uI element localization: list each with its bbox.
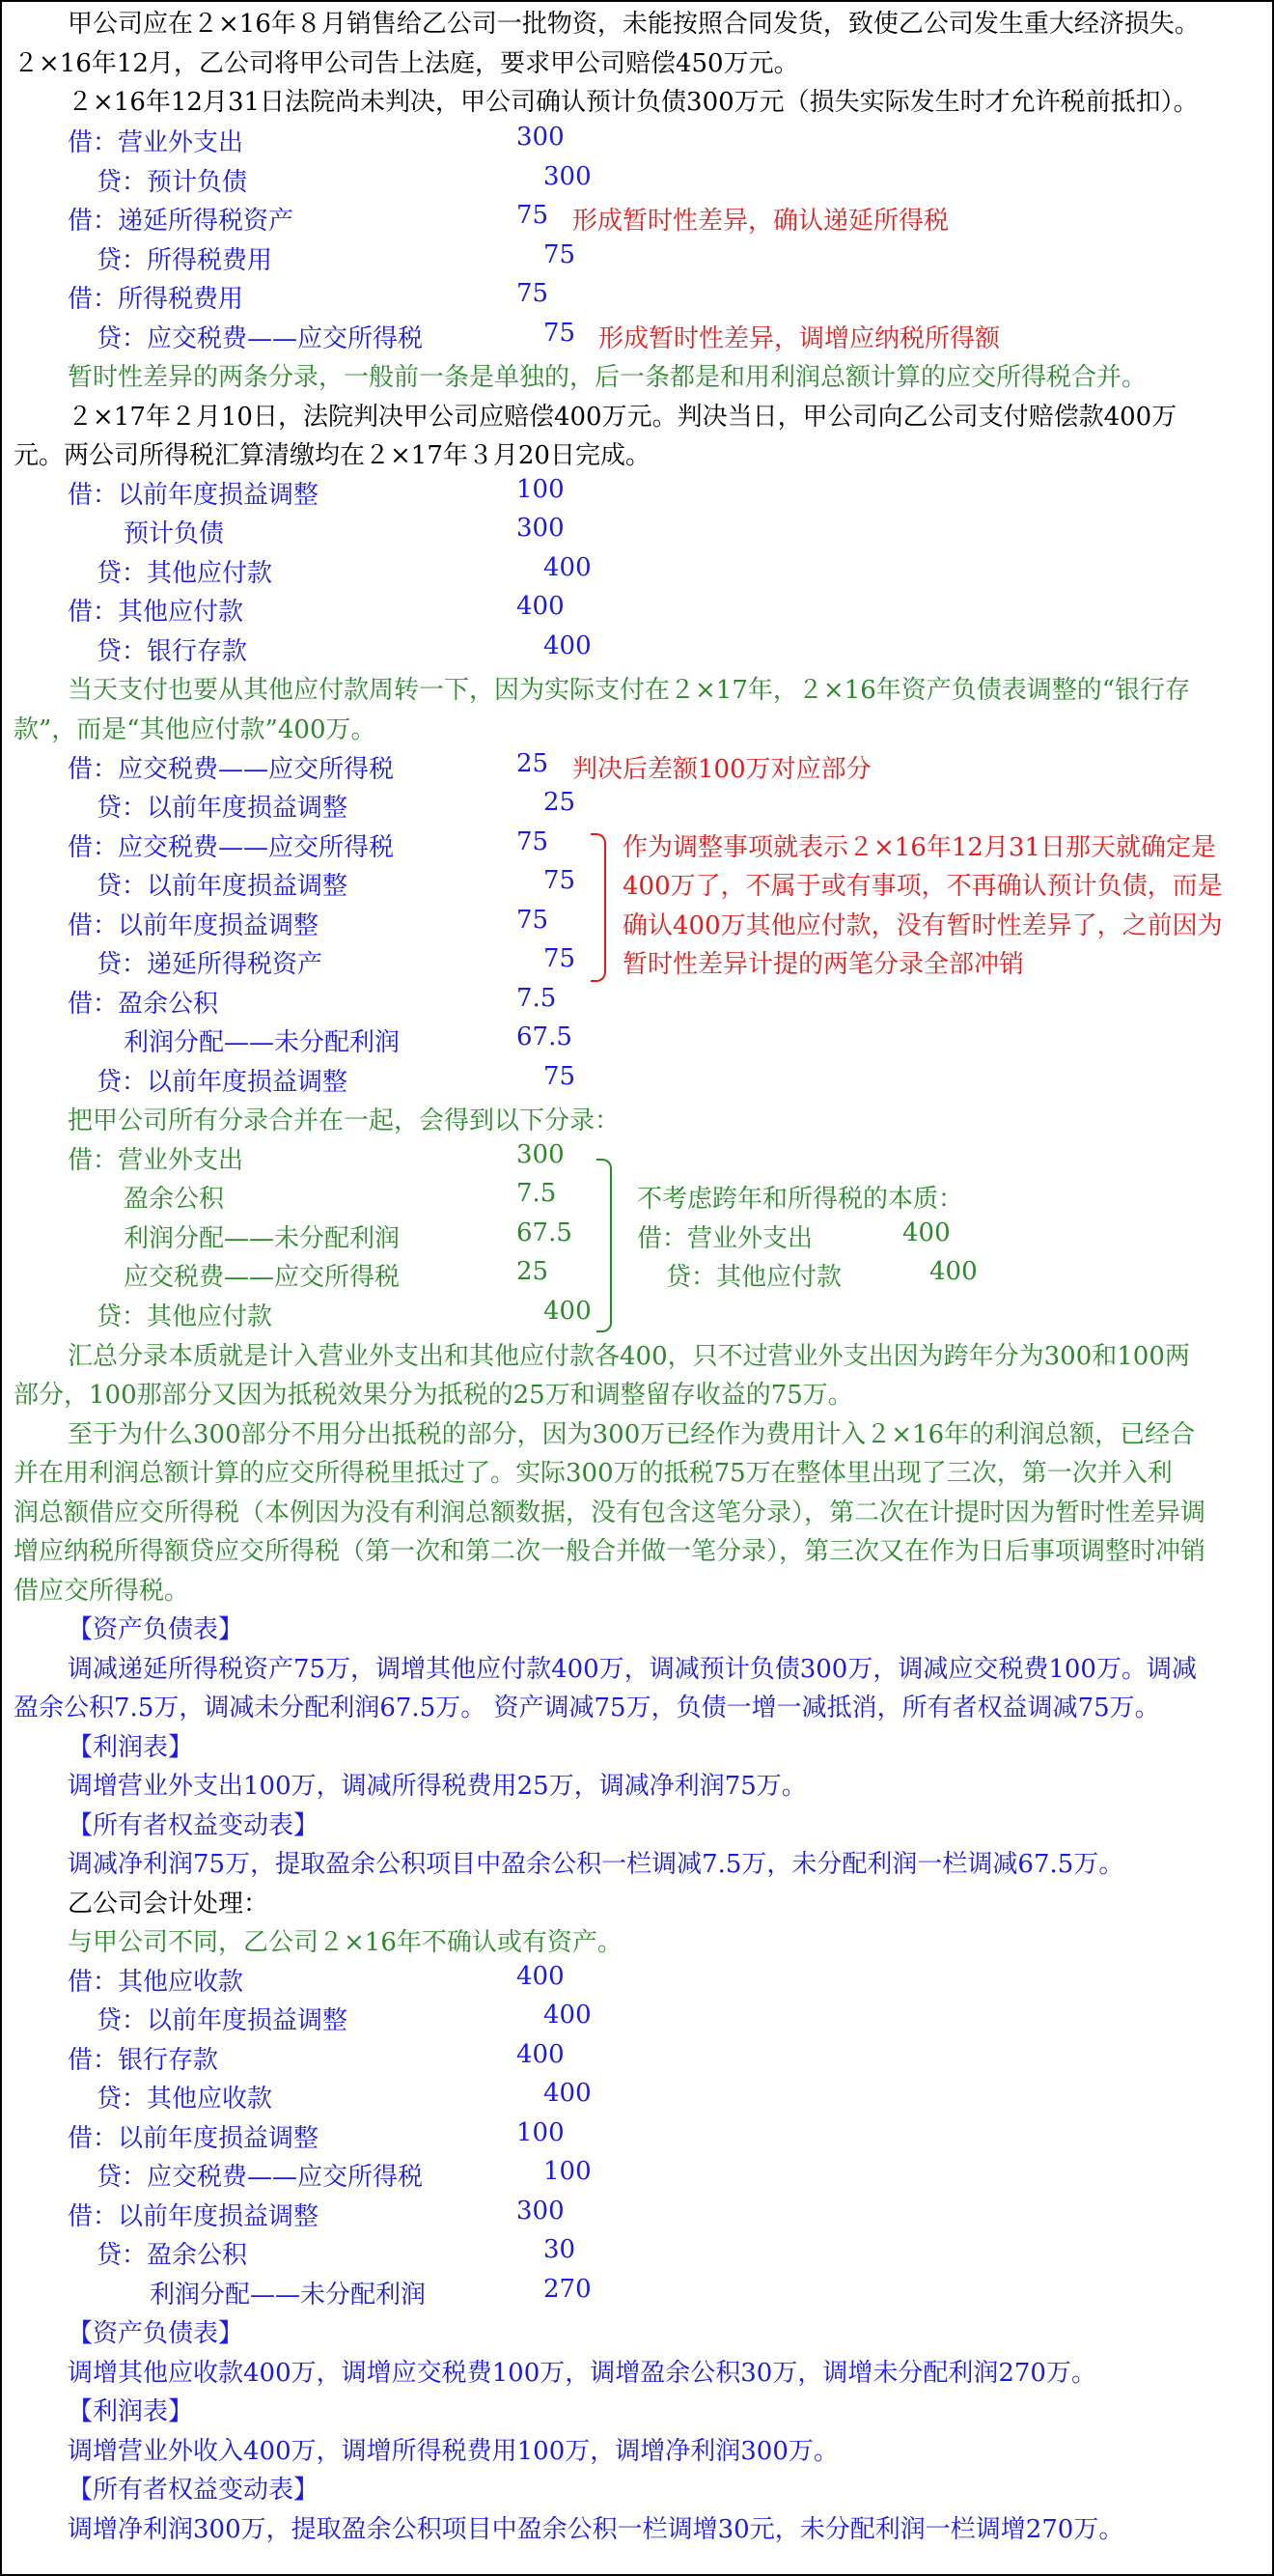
text-line: 67.5 — [516, 1218, 572, 1247]
text-line: 贷：其他应收款 — [97, 2085, 273, 2114]
text-line: 25 — [516, 749, 549, 778]
text-line: 300 — [516, 2197, 565, 2226]
text-line: 25 — [516, 1257, 549, 1286]
text-line: 贷：其他应付款 — [666, 1263, 843, 1292]
text-line: 【资产负债表】 — [68, 2319, 244, 2348]
text-line: ２×16年12月31日法院尚未判决，甲公司确认预计负债300万元（损失实际发生时才允许税前抵扣）。 — [68, 88, 1199, 117]
text-line: 贷：其他应付款 — [97, 1302, 273, 1331]
text-line: 润总额借应交所得税（本例因为没有利润总额数据，没有包含这笔分录），第二次在计提时因为暂时性差异调 — [14, 1498, 1206, 1527]
text-line: 部分，100那部分又因为抵税效果分为抵税的25万和调整留存收益的75万。 — [14, 1381, 853, 1410]
text-line: 不考虑跨年和所得税的本质： — [637, 1185, 964, 1214]
text-line: 借应交所得税。 — [14, 1577, 190, 1606]
text-line: 75 — [543, 866, 576, 895]
text-line: 借：其他应付款 — [68, 598, 244, 627]
text-line: 75 — [543, 240, 576, 269]
text-line: 贷：以前年度损益调整 — [97, 1068, 348, 1097]
text-line: 借：银行存款 — [68, 2046, 219, 2075]
text-line: 400 — [516, 2040, 565, 2069]
text-line: 调减递延所得税资产75万，调增其他应付款400万，调减预计负债300万，调减应交税费100万。调减 — [68, 1655, 1197, 1684]
text-line: 至于为什么300部分不用分出抵税的部分，因为300万已经作为费用计入２×16年的利润总额，已经合 — [68, 1420, 1196, 1449]
text-line: 【利润表】 — [68, 2397, 194, 2426]
text-line: 【所有者权益变动表】 — [68, 2476, 319, 2505]
text-line: 当天支付也要从其他应付款周转一下，因为实际支付在２×17年，２×16年资产负债表调整的“银行存 — [68, 676, 1191, 705]
annotation-bracket-red — [591, 833, 606, 982]
text-line: 利润分配——未分配利润 — [124, 1028, 401, 1057]
text-line: 贷：以前年度损益调整 — [97, 2006, 348, 2035]
text-line: 借：递延所得税资产 — [68, 207, 294, 236]
text-line: 借：营业外支出 — [68, 128, 244, 157]
text-line: 贷：银行存款 — [97, 637, 248, 666]
text-line: 75 — [516, 906, 549, 935]
text-line: 借：以前年度损益调整 — [68, 481, 319, 510]
text-line: 270 — [543, 2275, 592, 2304]
text-line: 暂时性差异计提的两笔分录全部冲销 — [623, 950, 1025, 979]
text-line: 汇总分录本质就是计入营业外支出和其他应付款各400，只不过营业外支出因为跨年分为300和100两 — [68, 1342, 1190, 1371]
text-line: 判决后差额100万对应部分 — [572, 755, 872, 784]
text-line: 盈余公积7.5万，调减未分配利润67.5万。 资产调减75万，负债一增一减抵消，所有者权益调减75万。 — [14, 1694, 1160, 1722]
text-line: 400 — [543, 553, 592, 582]
text-line: 300 — [516, 514, 565, 543]
text-line: 预计负债 — [124, 519, 225, 548]
text-line: 400 — [902, 1218, 951, 1247]
text-line: 确认400万其他应付款，没有暂时性差异了，之前因为 — [623, 911, 1223, 940]
text-line: 400 — [516, 592, 565, 621]
text-line: 借：盈余公积 — [68, 990, 219, 1019]
text-line: 75 — [543, 944, 576, 973]
text-line: 作为调整事项就表示２×16年12月31日那天就确定是 — [623, 833, 1217, 862]
text-line: 借：营业外支出 — [637, 1224, 814, 1253]
text-line: 400 — [543, 2001, 592, 2030]
text-line: 利润分配——未分配利润 — [124, 1224, 401, 1253]
text-line: 贷：预计负债 — [97, 168, 248, 197]
text-line: 盈余公积 — [124, 1185, 225, 1214]
text-line: 400 — [543, 1297, 592, 1326]
text-line: 形成暂时性差异，调增应纳税所得额 — [598, 324, 1001, 353]
text-line: 贷：其他应付款 — [97, 559, 273, 588]
text-line: ２×16年12月，乙公司将甲公司告上法庭，要求甲公司赔偿450万元。 — [14, 49, 799, 78]
text-line: 暂时性差异的两条分录，一般前一条是单独的，后一条都是和用利润总额计算的应交所得税合并。 — [68, 363, 1148, 392]
text-line: 400 — [543, 631, 592, 660]
text-line: 调增营业外收入400万，调增所得税费用100万，调增净利润300万。 — [68, 2437, 839, 2466]
text-line: 应交税费——应交所得税 — [124, 1263, 401, 1292]
text-line: 100 — [516, 475, 565, 504]
text-line: 并在用利润总额计算的应交所得税里抵过了。实际300万的抵税75万在整体里出现了三次，第一次并入利 — [14, 1459, 1173, 1488]
text-line: 75 — [516, 827, 549, 856]
text-line: 与甲公司不同，乙公司２×16年不确认或有资产。 — [68, 1928, 623, 1957]
text-line: 贷：以前年度损益调整 — [97, 872, 348, 901]
text-line: 借：以前年度损益调整 — [68, 2202, 319, 2231]
text-line: 25 — [543, 788, 576, 817]
text-line: 借：其他应收款 — [68, 1968, 244, 1997]
text-line: 300 — [516, 1140, 565, 1169]
text-line: 借：所得税费用 — [68, 285, 244, 314]
text-line: 借：以前年度损益调整 — [68, 2124, 319, 2153]
text-line: 增应纳税所得额贷应交所得税（第一次和第二次一般合并做一笔分录），第三次又在作为日后事项调整时冲销 — [14, 1537, 1206, 1566]
annotation-bracket-green — [596, 1159, 612, 1332]
text-line: 75 — [516, 201, 549, 230]
text-line: 7.5 — [516, 984, 557, 1013]
text-line: 形成暂时性差异，确认递延所得税 — [572, 207, 950, 236]
text-line: 贷：盈余公积 — [97, 2241, 248, 2270]
text-line: 调增营业外支出100万，调减所得税费用25万，调减净利润75万。 — [68, 1772, 807, 1801]
text-line: 贷：所得税费用 — [97, 246, 273, 275]
text-line: 贷：应交税费——应交所得税 — [97, 2163, 424, 2192]
text-line: 300 — [516, 123, 565, 152]
text-line: 【所有者权益变动表】 — [68, 1811, 319, 1840]
text-line: 乙公司会计处理： — [68, 1890, 269, 1918]
text-line: 【资产负债表】 — [68, 1615, 244, 1644]
text-line: 借：营业外支出 — [68, 1146, 244, 1175]
text-line: ２×17年２月10日，法院判决甲公司应赔偿400万元。判决当日，甲公司向乙公司支付赔偿款400万 — [68, 403, 1177, 432]
text-line: 把甲公司所有分录合并在一起，会得到以下分录： — [68, 1106, 621, 1135]
text-line: 借：应交税费——应交所得税 — [68, 833, 395, 862]
text-line: 调减净利润75万，提取盈余公积项目中盈余公积一栏调减7.5万，未分配利润一栏调减67.5万。 — [68, 1850, 1124, 1879]
text-line: 款”，而是“其他应付款”400万。 — [14, 715, 376, 744]
text-line: 67.5 — [516, 1022, 572, 1051]
text-line: 400万了，不属于或有事项，不再确认预计负债，而是 — [623, 872, 1223, 901]
text-line: 400 — [516, 1962, 565, 1991]
text-line: 借：以前年度损益调整 — [68, 911, 319, 940]
text-line: 甲公司应在２×16年８月销售给乙公司一批物资，未能按照合同发货，致使乙公司发生重大经济损失。 — [68, 10, 1200, 39]
text-line: 75 — [516, 279, 549, 308]
text-line: 7.5 — [516, 1179, 557, 1208]
text-line: 【利润表】 — [68, 1733, 194, 1762]
text-line: 75 — [543, 1062, 576, 1091]
text-line: 400 — [929, 1257, 978, 1286]
text-line: 100 — [516, 2118, 565, 2147]
text-line: 贷：应交税费——应交所得税 — [97, 324, 424, 353]
text-line: 利润分配——未分配利润 — [150, 2281, 427, 2310]
text-line: 调增其他应收款400万，调增应交税费100万，调增盈余公积30万，调增未分配利润270万。 — [68, 2359, 1096, 2388]
text-line: 元。两公司所得税汇算清缴均在２×17年３月20日完成。 — [14, 441, 651, 470]
text-line: 75 — [543, 319, 576, 348]
text-line: 借：应交税费——应交所得税 — [68, 755, 395, 784]
text-line: 调增净利润300万，提取盈余公积项目中盈余公积一栏调增30元，未分配利润一栏调增270万。 — [68, 2515, 1124, 2544]
text-line: 100 — [543, 2157, 592, 2186]
text-line: 30 — [543, 2235, 576, 2264]
text-line: 贷：递延所得税资产 — [97, 950, 323, 979]
text-line: 400 — [543, 2079, 592, 2108]
text-line: 300 — [543, 162, 592, 191]
text-line: 贷：以前年度损益调整 — [97, 794, 348, 823]
